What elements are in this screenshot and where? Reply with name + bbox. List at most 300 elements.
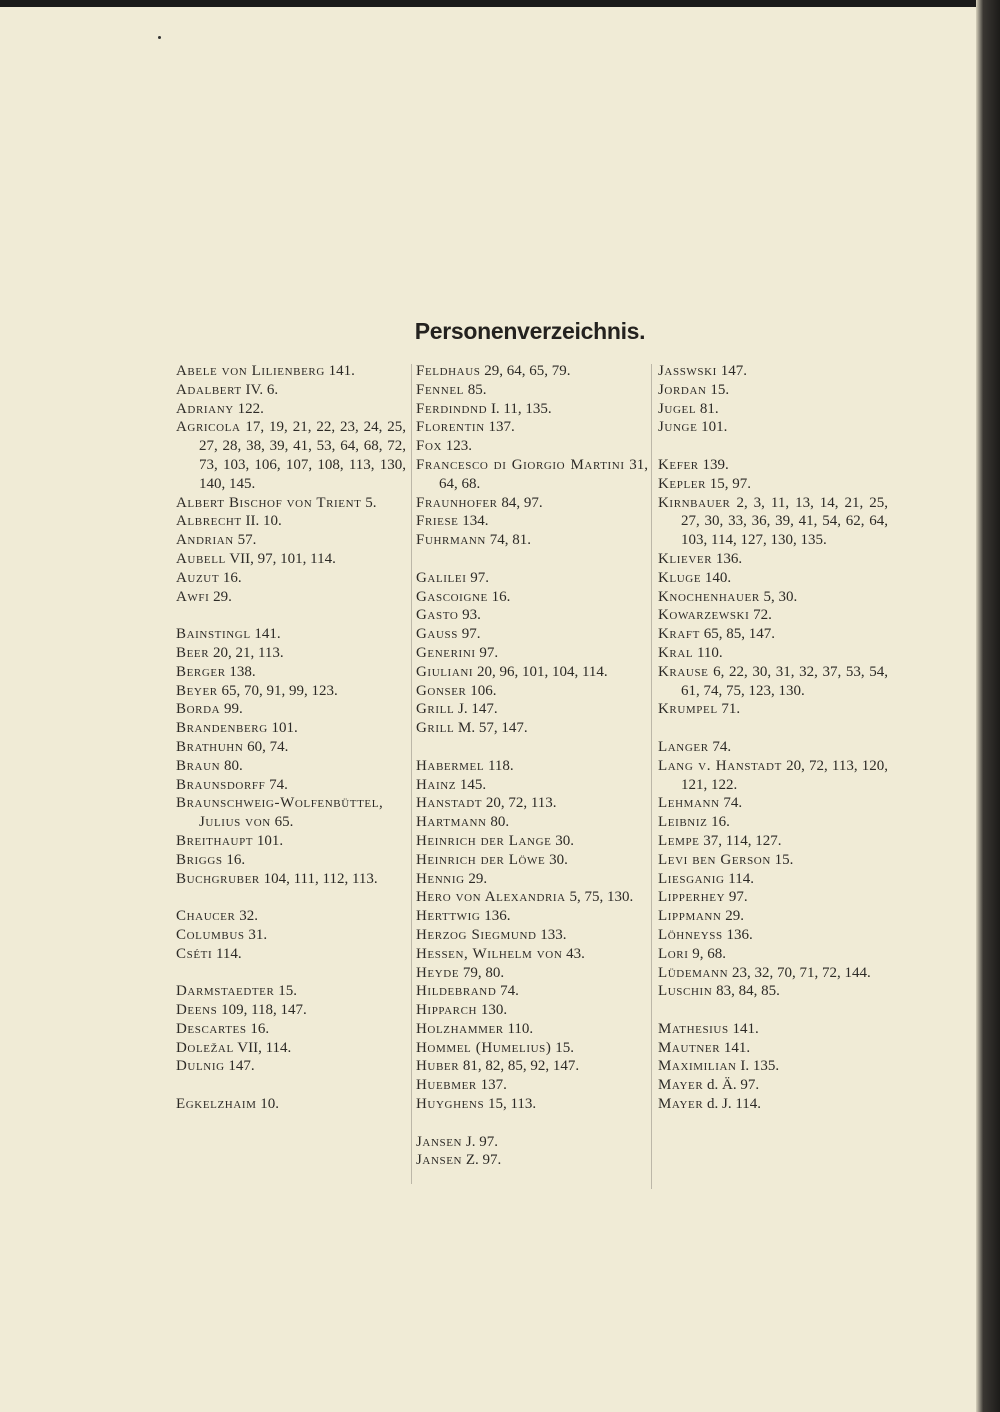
index-entry xyxy=(416,813,648,832)
page-references: 15. xyxy=(770,851,794,868)
page-references: 80. xyxy=(486,814,510,831)
index-entry xyxy=(416,569,648,588)
index-entry xyxy=(658,870,888,889)
index-letter-group xyxy=(658,1020,888,1114)
person-name: Braunsdorff xyxy=(176,776,266,793)
index-entry xyxy=(176,550,406,569)
index-entry xyxy=(416,1151,648,1170)
index-entry xyxy=(658,813,888,832)
page-references: 80. xyxy=(220,757,243,774)
page-references: 139. xyxy=(698,456,729,473)
page-references: 43. xyxy=(562,945,585,962)
person-name: Buchgruber xyxy=(176,870,260,887)
page-references: 130. xyxy=(477,1002,508,1019)
index-entry xyxy=(176,644,406,663)
page-references: 16. xyxy=(222,851,246,868)
index-entry xyxy=(658,832,888,851)
index-entry xyxy=(176,569,406,588)
page-references: 114. xyxy=(212,945,242,962)
person-name: Holzhammer xyxy=(416,1020,504,1037)
person-name: Heyde xyxy=(416,964,460,981)
scan-top-border xyxy=(0,0,1000,7)
person-name: Andrian xyxy=(176,532,234,549)
index-entry xyxy=(416,456,648,494)
person-name: Kral xyxy=(658,644,694,661)
page-references: 2, 3, 11, 13, 14, 21, 25, 27, 30, 33, 36, 39, 41, 54, 62, 64, 103, 114, 127, 130, 135. xyxy=(681,494,888,549)
person-name: Braun xyxy=(176,757,221,774)
person-name: Löhneyss xyxy=(658,926,723,943)
index-column-2 xyxy=(416,362,648,1189)
person-name: Deens xyxy=(176,1002,218,1019)
person-name: Gauss xyxy=(416,626,458,643)
index-letter-group xyxy=(416,362,648,550)
person-name: Hartmann xyxy=(416,814,487,831)
index-entry xyxy=(176,1057,406,1076)
index-entry xyxy=(416,644,648,663)
page-references: 60, 74. xyxy=(243,738,289,755)
page-references: 30. xyxy=(545,851,568,868)
person-name: Albrecht xyxy=(176,513,242,530)
index-entry xyxy=(176,418,406,493)
index-entry xyxy=(658,1076,888,1095)
index-entry xyxy=(176,907,406,926)
person-name: Mathesius xyxy=(658,1020,729,1037)
person-name: Borda xyxy=(176,701,221,718)
person-name: Luschin xyxy=(658,983,713,1000)
page-references: 93. xyxy=(458,607,481,624)
index-entry xyxy=(416,1076,648,1095)
person-name: Krause xyxy=(658,663,709,680)
index-entry xyxy=(416,606,648,625)
page-references: 85. xyxy=(464,381,487,398)
person-name: Junge xyxy=(658,419,698,436)
page-references: 57. xyxy=(233,532,257,549)
person-name: Hildebrand xyxy=(416,983,497,1000)
person-name: Heinrich der Lange xyxy=(416,832,552,849)
index-entry xyxy=(658,1039,888,1058)
page-references: d. Ä. 97. xyxy=(703,1077,760,1094)
person-name: Kowarzewski xyxy=(658,607,750,624)
index-entry xyxy=(416,982,648,1001)
person-name: Brathuhn xyxy=(176,738,244,755)
index-entry xyxy=(658,926,888,945)
person-name: Fennel xyxy=(416,381,464,398)
index-entry xyxy=(176,776,406,795)
person-name: Adalbert xyxy=(176,381,242,398)
index-entry xyxy=(416,964,648,983)
page-references: IV. 6. xyxy=(241,381,279,398)
page-references: 83, 84, 85. xyxy=(712,983,780,1000)
page-references: 106. xyxy=(466,682,497,699)
person-name: Grill xyxy=(416,701,455,718)
index-entry xyxy=(658,907,888,926)
page-references: 71. xyxy=(717,701,741,718)
index-entry xyxy=(658,700,888,719)
page-references: I. 135. xyxy=(736,1058,780,1075)
index-entry xyxy=(658,362,888,381)
person-name: Langer xyxy=(658,738,709,755)
index-entry xyxy=(658,625,888,644)
page-references: 17, 19, 21, 22, 23, 24, 25, 27, 28, 38, 39, 41, 53, 64, 68, 72, 73, 103, 106, 107, 108, 113, 130, 140, 145. xyxy=(199,419,406,492)
page-references: 29. xyxy=(209,588,232,605)
page-references: I. 11, 135. xyxy=(487,400,552,417)
index-entry xyxy=(658,738,888,757)
person-name: Levi ben Gerson xyxy=(658,851,771,868)
person-name: Gonser xyxy=(416,682,467,699)
page-references: 118. xyxy=(484,757,514,774)
person-name: Huebmer xyxy=(416,1077,477,1094)
page-references: 37, 114, 127. xyxy=(699,832,782,849)
person-name: Dulnig xyxy=(176,1058,225,1075)
index-entry xyxy=(176,494,406,513)
person-name: Fuhrmann xyxy=(416,532,486,549)
page-references: 101. xyxy=(253,832,284,849)
index-letter-group xyxy=(176,1095,406,1114)
page-references: M. 57, 147. xyxy=(454,720,528,737)
page-references: 137. xyxy=(476,1077,507,1094)
page-references: 15, 113. xyxy=(484,1096,537,1113)
page-references: 81, 82, 85, 92, 147. xyxy=(459,1058,580,1075)
index-letter-group xyxy=(176,362,406,606)
page-references: 16. xyxy=(219,569,242,586)
page-references: 16. xyxy=(487,588,511,605)
index-entry xyxy=(416,888,648,907)
person-name: Lehmann xyxy=(658,795,720,812)
page-references: 141. xyxy=(324,363,355,379)
page-references: 74. xyxy=(708,738,732,755)
page-references: 104, 111, 112, 113. xyxy=(259,870,378,887)
person-name: Huyghens xyxy=(416,1096,485,1113)
page-references: 136. xyxy=(712,550,743,567)
page-references: II. 10. xyxy=(241,513,282,530)
index-entry xyxy=(416,682,648,701)
index-entry xyxy=(416,757,648,776)
index-letter-group xyxy=(416,1133,648,1171)
page-references: Z. 97. xyxy=(462,1152,502,1169)
person-name: Jugel xyxy=(658,400,697,417)
page-references: 133. xyxy=(536,926,567,943)
person-name: Lang v. Hanstadt xyxy=(658,757,782,774)
person-name: Mayer xyxy=(658,1096,704,1113)
person-name: Brandenberg xyxy=(176,720,268,737)
person-name: Kluge xyxy=(658,569,702,586)
page-references: 134. xyxy=(458,513,489,530)
index-entry xyxy=(416,437,648,456)
index-letter-group xyxy=(416,569,648,738)
person-name: Herzog Siegmund xyxy=(416,926,537,943)
page-references: 123. xyxy=(442,438,473,455)
book-spine-edge xyxy=(976,0,1000,1412)
index-entry xyxy=(416,945,648,964)
person-name: Jasswski xyxy=(658,363,717,379)
index-entry xyxy=(658,550,888,569)
index-entry xyxy=(416,1057,648,1076)
page-references: 141. xyxy=(250,626,281,643)
index-entry xyxy=(658,494,888,550)
person-name: Galilei xyxy=(416,569,467,586)
page-references: 9, 68. xyxy=(688,945,727,962)
index-entry xyxy=(416,907,648,926)
page-references: VII, 114. xyxy=(233,1039,292,1056)
index-entry xyxy=(176,757,406,776)
index-entry xyxy=(176,588,406,607)
page-references: 74. xyxy=(265,776,288,793)
index-entry xyxy=(416,832,648,851)
index-entry xyxy=(658,381,888,400)
index-entry xyxy=(658,794,888,813)
person-name: Grill xyxy=(416,720,455,737)
page-references: 84, 97. xyxy=(497,494,543,511)
index-letter-group xyxy=(176,982,406,1076)
page-references: 65, 85, 147. xyxy=(699,626,775,643)
person-name: Krumpel xyxy=(658,701,718,718)
index-entry xyxy=(176,982,406,1001)
page-references: 97. xyxy=(475,644,499,661)
index-entry xyxy=(176,1095,406,1114)
person-name: Hanstadt xyxy=(416,795,483,812)
index-entry xyxy=(176,682,406,701)
index-entry xyxy=(416,776,648,795)
page-references: 74, 81. xyxy=(485,532,531,549)
page-references: 5, 30. xyxy=(759,588,798,605)
index-entry xyxy=(176,362,406,381)
column-divider xyxy=(651,364,652,1189)
person-name: Lempe xyxy=(658,832,700,849)
index-entry xyxy=(658,1095,888,1114)
page-references: 15, 97. xyxy=(706,475,752,492)
column-divider xyxy=(411,364,412,1184)
page-references: 97. xyxy=(725,889,748,906)
person-name: Berger xyxy=(176,663,226,680)
page-references: 79, 80. xyxy=(459,964,505,981)
page-references: 15. xyxy=(551,1039,574,1056)
index-entry xyxy=(658,851,888,870)
person-name: Habermel xyxy=(416,757,485,774)
page-references: 147. xyxy=(716,363,747,379)
index-entry xyxy=(176,1020,406,1039)
index-entry xyxy=(176,663,406,682)
index-entry xyxy=(416,418,648,437)
page-references: 136. xyxy=(722,926,753,943)
page-references: 109, 118, 147. xyxy=(217,1002,307,1019)
person-name: Lippmann xyxy=(658,908,722,925)
index-entry xyxy=(416,1133,648,1152)
page-title: Personenverzeichnis. xyxy=(414,318,646,344)
page-references: 20, 96, 101, 104, 114. xyxy=(473,663,608,680)
person-name: Columbus xyxy=(176,926,245,943)
index-entry xyxy=(658,1020,888,1039)
index-entry xyxy=(176,719,406,738)
index-entry xyxy=(176,738,406,757)
index-entry xyxy=(176,700,406,719)
index-entry xyxy=(658,644,888,663)
person-name: Hommel (Humelius) xyxy=(416,1039,552,1056)
index-entry xyxy=(176,945,406,964)
index-entry xyxy=(658,475,888,494)
person-name: Heinrich der Löwe xyxy=(416,851,546,868)
person-name: Aubell xyxy=(176,550,226,567)
person-name: Cséti xyxy=(176,945,213,962)
index-entry xyxy=(176,851,406,870)
page-references: 29, 64, 65, 79. xyxy=(480,363,571,379)
index-letter-group xyxy=(176,907,406,963)
page-references: 99. xyxy=(220,701,243,718)
person-name: Chaucer xyxy=(176,908,236,925)
person-name: Hennig xyxy=(416,870,465,887)
index-entry xyxy=(658,418,888,437)
page-references: 29. xyxy=(464,870,488,887)
index-letter-group xyxy=(658,738,888,1001)
scan-speck xyxy=(158,36,161,39)
page-references: 32. xyxy=(235,908,258,925)
person-name: Albert Bischof von Trient xyxy=(176,494,362,511)
person-name: Friese xyxy=(416,513,459,530)
person-name: Jansen xyxy=(416,1133,463,1150)
page-references: 114. xyxy=(724,870,754,887)
index-entry xyxy=(416,1020,648,1039)
page-references: 145. xyxy=(456,776,487,793)
index-entry xyxy=(416,400,648,419)
page-references: 97. xyxy=(466,569,489,586)
page-references: J. 97. xyxy=(462,1133,498,1150)
page-references: 74. xyxy=(719,795,743,812)
person-name: Beyer xyxy=(176,682,218,699)
person-name: Fraunhofer xyxy=(416,494,498,511)
person-name: Gasto xyxy=(416,607,459,624)
index-entry xyxy=(416,663,648,682)
person-name: Hipparch xyxy=(416,1002,478,1019)
index-entry xyxy=(176,531,406,550)
person-name: Hainz xyxy=(416,776,457,793)
page-references: 81. xyxy=(696,400,719,417)
person-name: Ferdindnd xyxy=(416,400,488,417)
person-name: Darmstaedter xyxy=(176,983,275,1000)
index-entry xyxy=(658,982,888,1001)
person-name: Egkelzhaim xyxy=(176,1096,257,1113)
index-entry xyxy=(176,926,406,945)
person-name: Descartes xyxy=(176,1020,247,1037)
index-entry xyxy=(658,606,888,625)
page-references: VII, 97, 101, 114. xyxy=(225,550,336,567)
page-references: 29. xyxy=(721,908,744,925)
person-name: Gascoigne xyxy=(416,588,488,605)
person-name: Briggs xyxy=(176,851,223,868)
person-name: Doležal xyxy=(176,1039,234,1056)
page-references: d. J. 114. xyxy=(703,1096,762,1113)
person-name: Breithaupt xyxy=(176,832,254,849)
page-references: 31, 64, 68. xyxy=(439,456,649,492)
page-references: 72. xyxy=(749,607,772,624)
person-name: Jansen xyxy=(416,1152,463,1169)
index-entry xyxy=(416,719,648,738)
index-entry xyxy=(416,870,648,889)
page-references: 15. xyxy=(274,983,297,1000)
page-references: 122. xyxy=(233,400,264,417)
person-name: Adriany xyxy=(176,400,234,417)
page-references: 20, 21, 113. xyxy=(209,644,284,661)
page-references: 20, 72, 113. xyxy=(482,795,557,812)
index-entry xyxy=(416,362,648,381)
person-name: Leibniz xyxy=(658,814,708,831)
person-name: Liesganig xyxy=(658,870,725,887)
page-references: 74. xyxy=(496,983,519,1000)
index-entry xyxy=(658,400,888,419)
page-references: 101. xyxy=(267,720,298,737)
index-letter-group xyxy=(176,625,406,888)
person-name: Kraft xyxy=(658,626,700,643)
person-name: Florentin xyxy=(416,419,485,436)
index-entry xyxy=(416,494,648,513)
page-references: 10. xyxy=(256,1096,280,1113)
index-entry xyxy=(416,625,648,644)
page-references: J. 147. xyxy=(454,701,498,718)
person-name: Fox xyxy=(416,438,443,455)
index-entry xyxy=(416,794,648,813)
person-name: Maximilian xyxy=(658,1058,737,1075)
index-entry xyxy=(416,1095,648,1114)
index-entry xyxy=(176,832,406,851)
page-references: 110. xyxy=(693,644,723,661)
index-entry xyxy=(658,569,888,588)
index-entry xyxy=(416,381,648,400)
index-entry xyxy=(176,1039,406,1058)
page-references: 15. xyxy=(706,381,730,398)
index-entry xyxy=(416,926,648,945)
person-name: Huber xyxy=(416,1058,460,1075)
index-entry xyxy=(176,381,406,400)
page-references: 97. xyxy=(457,626,481,643)
page-references: 16. xyxy=(246,1020,270,1037)
page-references: 65. xyxy=(270,814,294,831)
person-name: Francesco di Giorgio Martini xyxy=(416,456,625,473)
index-letter-group xyxy=(658,362,888,437)
person-name: Kefer xyxy=(658,456,699,473)
page-references: 101. xyxy=(697,419,728,436)
page-references: 138. xyxy=(225,663,256,680)
index-entry xyxy=(416,700,648,719)
index-entry xyxy=(658,888,888,907)
index-entry xyxy=(416,851,648,870)
person-name: Hessen, Wilhelm von xyxy=(416,945,563,962)
person-name: Herttwig xyxy=(416,908,481,925)
page-references: 5, 75, 130. xyxy=(565,889,634,906)
person-name: Auzut xyxy=(176,569,220,586)
index-entry xyxy=(658,588,888,607)
person-name: Kliever xyxy=(658,550,713,567)
person-name: Feldhaus xyxy=(416,363,481,379)
page-references: 6, 22, 30, 31, 32, 37, 53, 54, 61, 74, 75, 123, 130. xyxy=(681,663,888,699)
index-column-1 xyxy=(176,362,406,1133)
page-references: 31. xyxy=(244,926,268,943)
index-entry xyxy=(416,512,648,531)
person-name: Abele von Lilienberg xyxy=(176,363,325,379)
person-name: Generini xyxy=(416,644,476,661)
index-entry xyxy=(416,588,648,607)
person-name: Mautner xyxy=(658,1039,721,1056)
index-entry xyxy=(416,1039,648,1058)
index-letter-group xyxy=(658,456,888,719)
page-references: 147. xyxy=(224,1058,255,1075)
page-references: 140. xyxy=(701,569,732,586)
page-references: 137. xyxy=(484,419,515,436)
person-name: Beer xyxy=(176,644,210,661)
index-entry xyxy=(658,945,888,964)
page-references: 141. xyxy=(720,1039,751,1056)
index-entry xyxy=(658,964,888,983)
person-name: Jordan xyxy=(658,381,707,398)
page-references: 136. xyxy=(480,908,511,925)
index-entry xyxy=(176,625,406,644)
